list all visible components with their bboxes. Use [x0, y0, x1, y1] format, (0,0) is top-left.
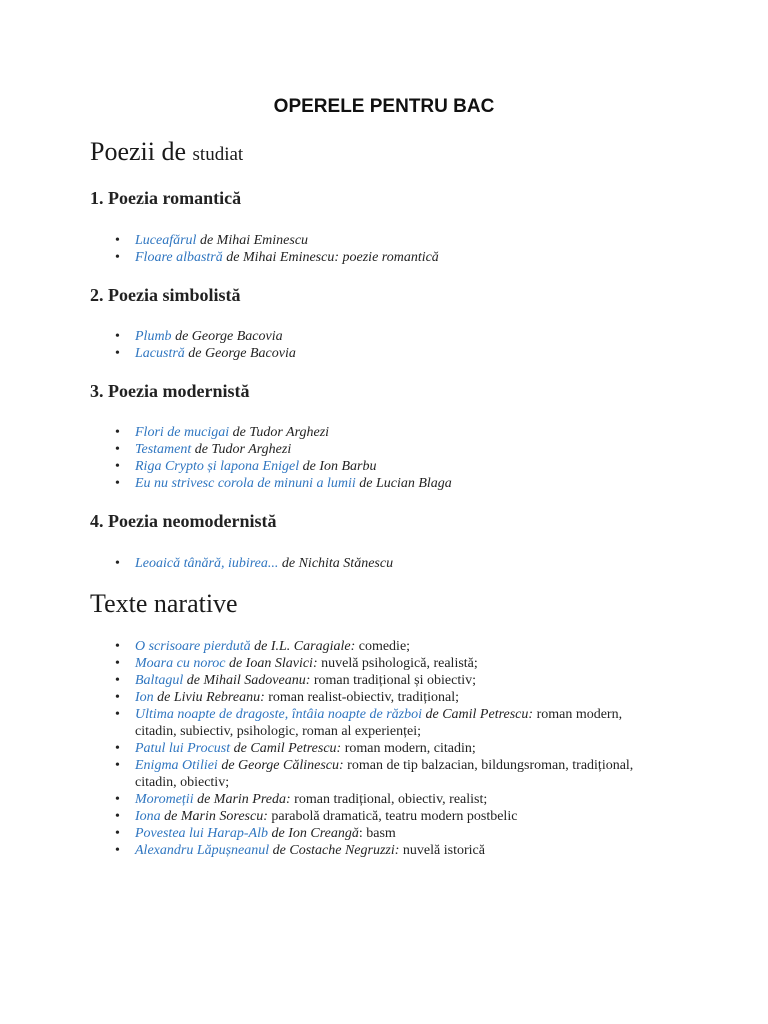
- work-link[interactable]: Moara cu noroc: [135, 656, 226, 671]
- list-item: • Baltagul de Mihail Sadoveanu: roman tradițional și obiectiv;: [115, 672, 635, 689]
- work-link[interactable]: Povestea lui Harap-Alb: [135, 826, 268, 841]
- list-neomodernista: [115, 555, 635, 572]
- document-title: OPERELE PENTRU BAC: [273, 96, 495, 117]
- list-item: • O scrisoare pierdută de I.L. Caragiale: comedie;: [115, 638, 635, 655]
- section-heading-romantica: 1. Poezia romantică: [90, 188, 242, 208]
- work-link[interactable]: Plumb: [135, 329, 172, 344]
- list-item: • Testament de Tudor Arghezi: [115, 441, 635, 458]
- work-link[interactable]: Enigma Otiliei: [135, 758, 218, 773]
- work-link[interactable]: O scrisoare pierdută: [135, 639, 251, 654]
- list-item: • Moromeții de Marin Preda: roman tradițional, obiectiv, realist;: [115, 791, 635, 808]
- list-simbolista: [115, 328, 635, 362]
- work-link[interactable]: Moromeții: [135, 792, 194, 807]
- poezii-heading-small: studiat: [192, 144, 244, 165]
- work-link[interactable]: Floare albastră: [135, 250, 223, 265]
- work-link[interactable]: Iona: [135, 809, 161, 824]
- list-item: • Moara cu noroc de Ioan Slavici: nuvelă psihologică, realistă;: [115, 655, 635, 672]
- list-item: • Luceafărul de Mihai Eminescu: [115, 232, 635, 249]
- list-texte-narative: [115, 638, 635, 859]
- list-item: • Alexandru Lăpușneanul de Costache Negruzzi: nuvelă istorică: [115, 842, 635, 859]
- section-heading-simbolista: 2. Poezia simbolistă: [90, 285, 241, 305]
- work-link[interactable]: Ion: [135, 690, 154, 705]
- list-item: • Enigma Otiliei de George Călinescu: roman de tip balzacian, bildungsroman, tradițional, citadin, obiectiv;: [115, 757, 635, 791]
- work-link[interactable]: Luceafărul: [135, 233, 197, 248]
- list-modernista: [115, 424, 635, 492]
- list-item: • Patul lui Procust de Camil Petrescu: roman modern, citadin;: [115, 740, 635, 757]
- list-item: • Eu nu strivesc corola de minuni a lumii de Lucian Blaga: [115, 475, 635, 492]
- list-item: • Iona de Marin Sorescu: parabolă dramatică, teatru modern postbelic: [115, 808, 635, 825]
- poezii-heading: [90, 137, 243, 167]
- work-link[interactable]: Alexandru Lăpușneanul: [135, 843, 270, 858]
- poezii-heading-main: Poezii de: [90, 137, 193, 166]
- work-link[interactable]: Testament: [135, 442, 192, 457]
- list-item: • Flori de mucigai de Tudor Arghezi: [115, 424, 635, 441]
- work-link[interactable]: Lacustră: [135, 346, 185, 361]
- section-heading-modernista: 3. Poezia modernistă: [90, 381, 250, 401]
- work-link[interactable]: Patul lui Procust: [135, 741, 231, 756]
- list-romantica: [115, 232, 635, 266]
- section-heading-neomodernista: 4. Poezia neomodernistă: [90, 511, 277, 531]
- list-item: • Ion de Liviu Rebreanu: roman realist-obiectiv, tradițional;: [115, 689, 635, 706]
- list-item: • Floare albastră de Mihai Eminescu: poezie romantică: [115, 249, 635, 266]
- work-link[interactable]: Riga Crypto și lapona Enigel: [135, 459, 300, 474]
- list-item: • Plumb de George Bacovia: [115, 328, 635, 345]
- list-item: • Ultima noapte de dragoste, întâia noapte de război de Camil Petrescu: roman modern, citadin, subiectiv, psihologic, roman al experienței;: [115, 706, 635, 740]
- list-item: • Lacustră de George Bacovia: [115, 345, 635, 362]
- list-item: • Povestea lui Harap-Alb de Ion Creangă: basm: [115, 825, 635, 842]
- list-item: • Riga Crypto și lapona Enigel de Ion Barbu: [115, 458, 635, 475]
- work-link[interactable]: Baltagul: [135, 673, 184, 688]
- work-link[interactable]: Leoaică tânără, iubirea...: [135, 556, 279, 571]
- list-item: • Leoaică tânără, iubirea... de Nichita Stănescu: [115, 555, 635, 572]
- work-link[interactable]: Ultima noapte de dragoste, întâia noapte de război: [135, 707, 422, 722]
- texte-heading: Texte narative: [90, 589, 238, 618]
- work-link[interactable]: Eu nu strivesc corola de minuni a lumii: [135, 476, 356, 491]
- work-link[interactable]: Flori de mucigai: [135, 425, 230, 440]
